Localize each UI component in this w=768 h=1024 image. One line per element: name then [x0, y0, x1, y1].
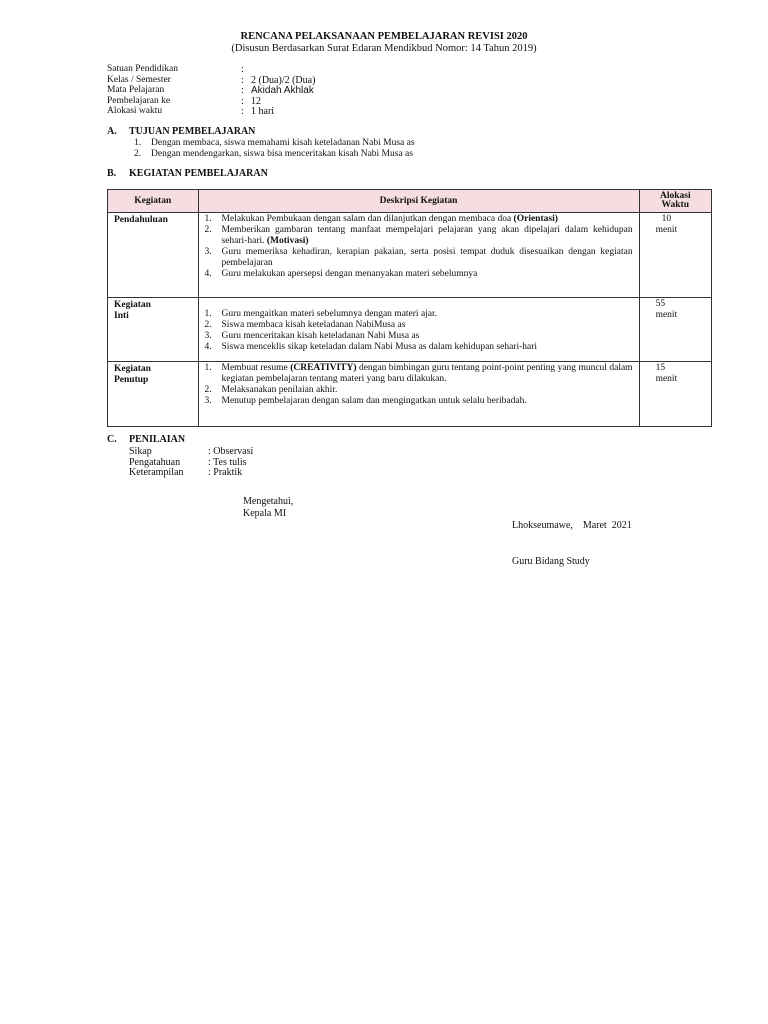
section-title: KEGIATAN PEMBELAJARAN — [129, 168, 268, 179]
identity-colon: : — [241, 85, 244, 96]
activity-description — [198, 298, 639, 362]
signature-right: Lhokseumawe, Maret 2021 Guru Bidang Study — [512, 520, 632, 567]
section-title: PENILAIAN — [129, 434, 186, 445]
list-item — [129, 467, 253, 478]
table-row — [108, 298, 712, 362]
section-title: TUJUAN PEMBELAJARAN — [129, 126, 256, 137]
activity-phase: Pendahuluan — [108, 213, 199, 298]
assessment-value: : Tes tulis — [208, 456, 247, 468]
header-kegiatan: Kegiatan — [108, 190, 199, 213]
identity-value: Akidah Akhlak — [251, 85, 314, 96]
document-title: RENCANA PELAKSANAAN PEMBELAJARAN REVISI 2020 — [240, 31, 528, 42]
activity-phase: Kegiatan Inti — [108, 298, 199, 362]
table-row — [108, 362, 712, 427]
list-item: 1. Guru mengaitkan materi sebelumnya dengan materi ajar. — [204, 309, 438, 319]
identity-label: Kelas / Semester — [107, 74, 171, 85]
assessment-label: Pengatahuan — [129, 456, 181, 468]
time-allocation: 15 menit — [639, 362, 711, 427]
activity-table — [107, 189, 712, 427]
table-row — [108, 213, 712, 298]
time-allocation: 55 menit — [639, 298, 711, 362]
identity-label: Pembelajaran ke — [107, 95, 171, 106]
list-item: 1. Dengan membaca, siswa memahami kisah keteladanan Nabi Musa as — [134, 138, 415, 148]
section-number: A. — [107, 126, 117, 137]
list-item — [129, 457, 253, 468]
identity-block — [107, 64, 315, 117]
list-item: 4. Guru melakukan apersepsi dengan menanyakan materi sebelumnya — [204, 268, 478, 279]
assessment-list — [129, 446, 253, 478]
assessment-value: : Observasi — [208, 446, 254, 457]
time-allocation: 10 menit — [639, 213, 711, 298]
objective-text: Dengan membaca, siswa memahami kisah keteladanan Nabi Musa as — [151, 138, 415, 148]
signature-left: Mengetahui, Kepala MI — [243, 496, 294, 519]
identity-value: 2 (Dua)/2 (Dua) — [251, 74, 316, 86]
identity-row — [107, 75, 315, 86]
table-header-row — [108, 190, 712, 213]
section-number: C. — [107, 434, 117, 445]
list-item: 2. Memberikan gambaran tentang manfaat mempelajari pelajaran yang akan dipelajari dalam kehidupan sehari-hari. (Motivasi) — [204, 224, 633, 246]
list-item — [129, 446, 253, 457]
identity-row — [107, 85, 315, 96]
list-item: 1. Melakukan Pembukaan dengan salam dan dilanjutkan dengan membaca doa (Orientasi) — [204, 214, 558, 224]
activity-description — [198, 213, 639, 298]
section-a-heading — [107, 126, 255, 138]
identity-value: 12 — [251, 95, 261, 107]
identity-value: 1 hari — [251, 106, 275, 117]
assessment-label: Sikap — [129, 446, 152, 457]
identity-row — [107, 64, 315, 75]
list-item: 3. Menutup pembelajaran dengan salam dan mengingatkan untuk selalu beribadah. — [204, 395, 527, 406]
identity-colon: : — [241, 95, 244, 107]
section-b-heading — [107, 168, 268, 180]
activity-description — [198, 362, 639, 427]
list-item: 2. Siswa membaca kisah keteladanan NabiMusa as — [204, 319, 406, 330]
document-subtitle: (Disusun Berdasarkan Surat Edaran Mendikbud Nomor: 14 Tahun 2019) — [231, 43, 537, 54]
objective-text: Dengan mendengarkan, siswa bisa menceritakan kisah Nabi Musa as — [151, 148, 413, 159]
identity-colon: : — [241, 64, 244, 75]
list-item: 2. Dengan mendengarkan, siswa bisa menceritakan kisah Nabi Musa as — [134, 148, 413, 159]
section-number: B. — [107, 168, 117, 179]
identity-colon: : — [241, 74, 244, 86]
identity-row — [107, 96, 315, 107]
assessment-value: : Praktik — [208, 467, 243, 478]
assessment-label: Keterampilan — [129, 467, 184, 478]
list-item: 3. Guru memeriksa kehadiran, kerapian pakaian, serta posisi tempat duduk disesuaikan dengan kegiatan pembelajaran — [204, 246, 633, 268]
header-alokasi: Alokasi Waktu — [639, 190, 711, 213]
identity-colon: : — [241, 106, 244, 117]
identity-row — [107, 106, 315, 117]
identity-label: Mata Pelajaran — [107, 85, 165, 95]
section-c-heading — [107, 434, 185, 446]
list-item: 3. Guru menceritakan kisah keteladanan Nabi Musa as — [204, 330, 420, 341]
activity-phase: Kegiatan Penutup — [108, 362, 199, 427]
objective-list — [134, 138, 415, 159]
header-deskripsi: Deskripsi Kegiatan — [198, 190, 639, 213]
list-item: 2. Melaksanakan penilaian akhir. — [204, 384, 338, 395]
list-item: 1. Membuat resume (CREATIVITY) dengan bimbingan guru tentang point-point penting yang muncul dalam kegiatan pembelajaran tentang materi yang baru dilakukan. — [204, 363, 633, 384]
identity-label: Satuan Pendidikan — [107, 64, 178, 74]
identity-label: Alokasi waktu — [107, 106, 163, 116]
list-item: 4. Siswa menceklis sikap keteladan dalam Nabi Musa as dalam kehidupan sehari-hari — [204, 341, 538, 352]
